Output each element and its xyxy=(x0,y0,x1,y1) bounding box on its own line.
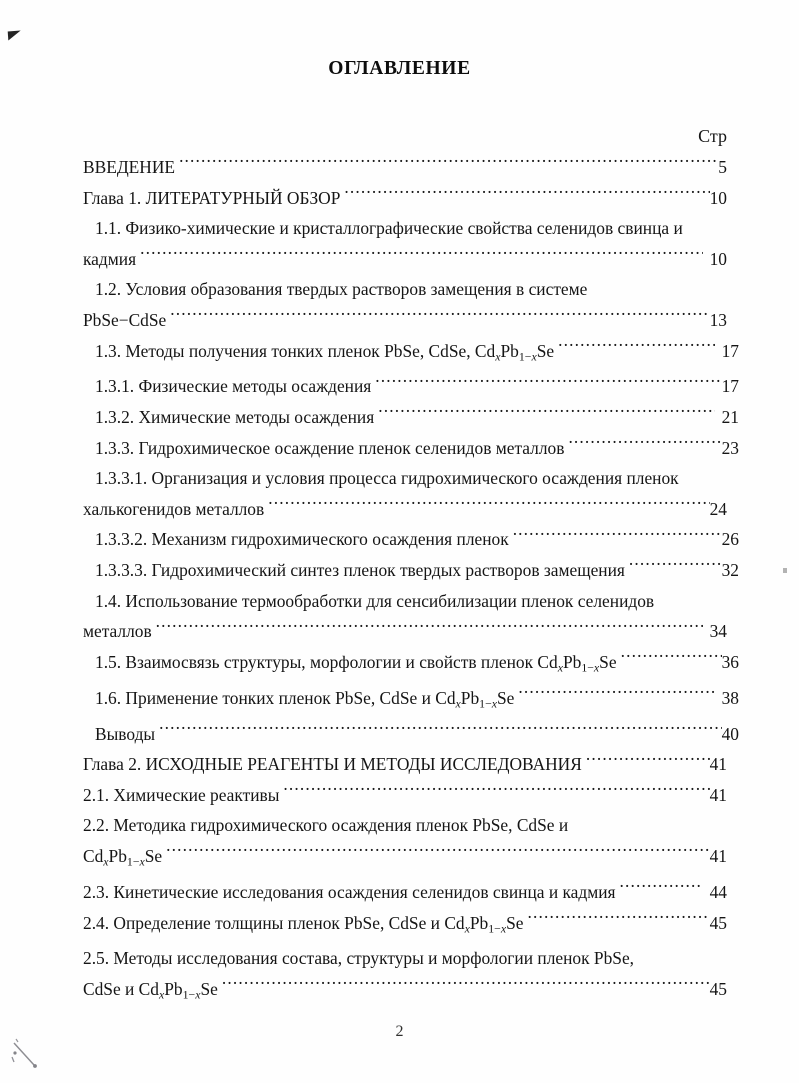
toc-entry[interactable] xyxy=(83,244,727,275)
toc-page-number: 32 xyxy=(721,560,739,581)
toc-leader-dots xyxy=(159,722,722,739)
table-of-contents xyxy=(83,152,739,1010)
toc-leader-dots xyxy=(140,247,703,264)
toc-page-number: 40 xyxy=(721,723,739,744)
toc-leader-dots xyxy=(629,559,722,576)
scan-speck-icon xyxy=(783,568,787,573)
toc-entry-label: кадмия xyxy=(83,248,137,269)
toc-leader-dots xyxy=(621,650,722,667)
toc-entry-label: 1.5. Взаимосвязь структуры, морфологии и свойств пленок $Cd_xPb_{1-x}Se$ xyxy=(95,651,617,675)
toc-entry-label: 1.3. Методы получения тонких пленок PbSe, CdSe, $Cd_xPb_{1-x}Se$ xyxy=(95,340,555,363)
toc-page-number: 45 xyxy=(709,979,727,999)
toc-entry[interactable] xyxy=(83,908,727,944)
toc-entry[interactable] xyxy=(83,371,739,402)
toc-entry-label: Выводы xyxy=(95,723,156,744)
toc-entry[interactable] xyxy=(83,433,739,464)
toc-leader-dots xyxy=(156,620,703,637)
scan-corner-triangle-icon xyxy=(8,31,22,41)
toc-entry[interactable] xyxy=(83,683,739,719)
toc-entry[interactable] xyxy=(83,555,739,586)
toc-entry[interactable] xyxy=(83,213,739,244)
toc-entry-label: 2.2. Методика гидрохимического осаждения пленок PbSe, CdSe и xyxy=(83,815,569,836)
toc-page-number: 5 xyxy=(718,157,727,177)
toc-entry-label: Глава 2. ИСХОДНЫЕ РЕАГЕНТЫ И МЕТОДЫ ИССЛЕДОВАНИЯ xyxy=(83,754,582,775)
toc-entry-label: $Cd_xPb_{1-x}Se$ xyxy=(83,846,163,869)
toc-page-number: 38 xyxy=(721,687,739,708)
toc-entry-label: PbSe−CdSe xyxy=(83,309,167,330)
toc-entry-label: 1.3.1. Физические методы осаждения xyxy=(95,376,372,397)
toc-entry-label: 1.1. Физико-химические и кристаллографические свойства селенидов свинца и xyxy=(95,218,683,239)
toc-entry[interactable] xyxy=(83,463,739,494)
toc-entry[interactable] xyxy=(83,749,727,780)
toc-leader-dots xyxy=(528,911,710,928)
toc-entry[interactable] xyxy=(83,152,727,183)
toc-entry-label: 1.3.3.3. Гидрохимический синтез пленок твердых растворов замещения xyxy=(95,560,625,581)
toc-entry[interactable] xyxy=(83,305,727,336)
toc-page-number: 36 xyxy=(721,651,739,672)
toc-page-number: 17 xyxy=(721,376,739,397)
toc-entry[interactable] xyxy=(83,943,727,974)
toc-leader-dots xyxy=(344,186,709,203)
folio-number: 2 xyxy=(395,1023,404,1040)
toc-entry[interactable] xyxy=(83,494,727,525)
toc-leader-dots xyxy=(558,339,715,356)
toc-entry[interactable] xyxy=(83,841,727,877)
toc-entry-label: 1.4. Использование термообработки для сенсибилизации пленок селенидов xyxy=(95,590,655,611)
toc-entry[interactable] xyxy=(83,183,727,214)
toc-entry-label: 1.3.3.1. Организация и условия процесса гидрохимического осаждения пленок xyxy=(95,468,679,489)
toc-entry-label: 1.3.3. Гидрохимическое осаждение пленок селенидов металлов xyxy=(95,437,565,458)
toc-entry-label: 1.6. Применение тонких пленок PbSe, CdSe и $Cd_xPb_{1-x}Se$ xyxy=(95,687,515,711)
toc-entry-label: 1.3.2. Химические методы осаждения xyxy=(95,407,375,428)
toc-page-number: 41 xyxy=(709,846,727,866)
toc-leader-dots xyxy=(170,309,709,326)
toc-page-number: 34 xyxy=(709,621,727,642)
toc-entry[interactable] xyxy=(83,274,739,305)
toc-leader-dots xyxy=(518,686,714,703)
toc-leader-dots xyxy=(513,528,722,545)
toc-leader-dots xyxy=(268,497,709,514)
toc-entry[interactable] xyxy=(83,524,739,555)
toc-entry[interactable] xyxy=(83,780,727,811)
toc-entry[interactable] xyxy=(83,974,727,1010)
toc-entry[interactable] xyxy=(83,586,739,617)
toc-page-number: 41 xyxy=(709,784,727,805)
toc-page-number: 26 xyxy=(721,529,739,550)
toc-page-number: 10 xyxy=(709,187,727,208)
toc-leader-dots xyxy=(586,753,710,770)
toc-entry-label: 2.5. Методы исследования состава, структуры и морфологии пленок PbSe, xyxy=(83,948,635,969)
toc-entry[interactable] xyxy=(83,647,739,683)
toc-leader-dots xyxy=(378,406,714,423)
toc-entry-label: 2.4. Определение толщины пленок PbSe, CdSe и $Cd_xPb_{1-x}Se$ xyxy=(83,912,524,935)
toc-leader-dots xyxy=(568,436,721,453)
toc-page-number: 45 xyxy=(709,912,727,933)
page-title: ОГЛАВЛЕНИЕ xyxy=(328,58,471,79)
toc-page-number: 23 xyxy=(721,437,739,458)
toc-leader-dots xyxy=(222,978,710,995)
toc-page-number: 17 xyxy=(721,340,739,361)
toc-leader-dots xyxy=(283,783,709,800)
toc-entry-label: 1.3.3.2. Механизм гидрохимического осаждения пленок xyxy=(95,529,509,550)
toc-entry[interactable] xyxy=(83,616,727,647)
toc-leader-dots xyxy=(375,375,721,392)
toc-leader-dots xyxy=(620,881,703,898)
toc-entry[interactable] xyxy=(83,877,727,908)
page-column-header: Стр xyxy=(698,126,727,146)
toc-entry[interactable] xyxy=(83,719,739,750)
toc-page-number: 41 xyxy=(709,754,727,775)
toc-entry[interactable] xyxy=(83,810,727,841)
toc-entry[interactable] xyxy=(83,402,739,433)
toc-page-number: 21 xyxy=(721,407,739,428)
toc-entry-label: ВВЕДЕНИЕ xyxy=(83,157,176,177)
toc-entry-label: Глава 1. ЛИТЕРАТУРНЫЙ ОБЗОР xyxy=(83,187,341,208)
toc-entry-label: халькогенидов металлов xyxy=(83,498,265,519)
toc-entry-label: металлов xyxy=(83,621,152,642)
toc-leader-dots xyxy=(179,156,718,173)
toc-entry-label: 2.1. Химические реактивы xyxy=(83,784,280,805)
toc-page-number: 13 xyxy=(709,309,727,330)
toc-page-number: 44 xyxy=(709,881,727,902)
toc-page-number: 24 xyxy=(709,498,727,519)
toc-entry-label: 1.2. Условия образования твердых растворов замещения в системе xyxy=(95,279,588,300)
toc-entry-label: CdSe и $Cd_xPb_{1-x}Se$ xyxy=(83,979,218,1002)
toc-entry-label: 2.3. Кинетические исследования осаждения селенидов свинца и кадмия xyxy=(83,881,616,902)
toc-page-number: 10 xyxy=(709,248,727,269)
toc-leader-dots xyxy=(166,845,709,862)
toc-entry[interactable] xyxy=(83,336,739,372)
